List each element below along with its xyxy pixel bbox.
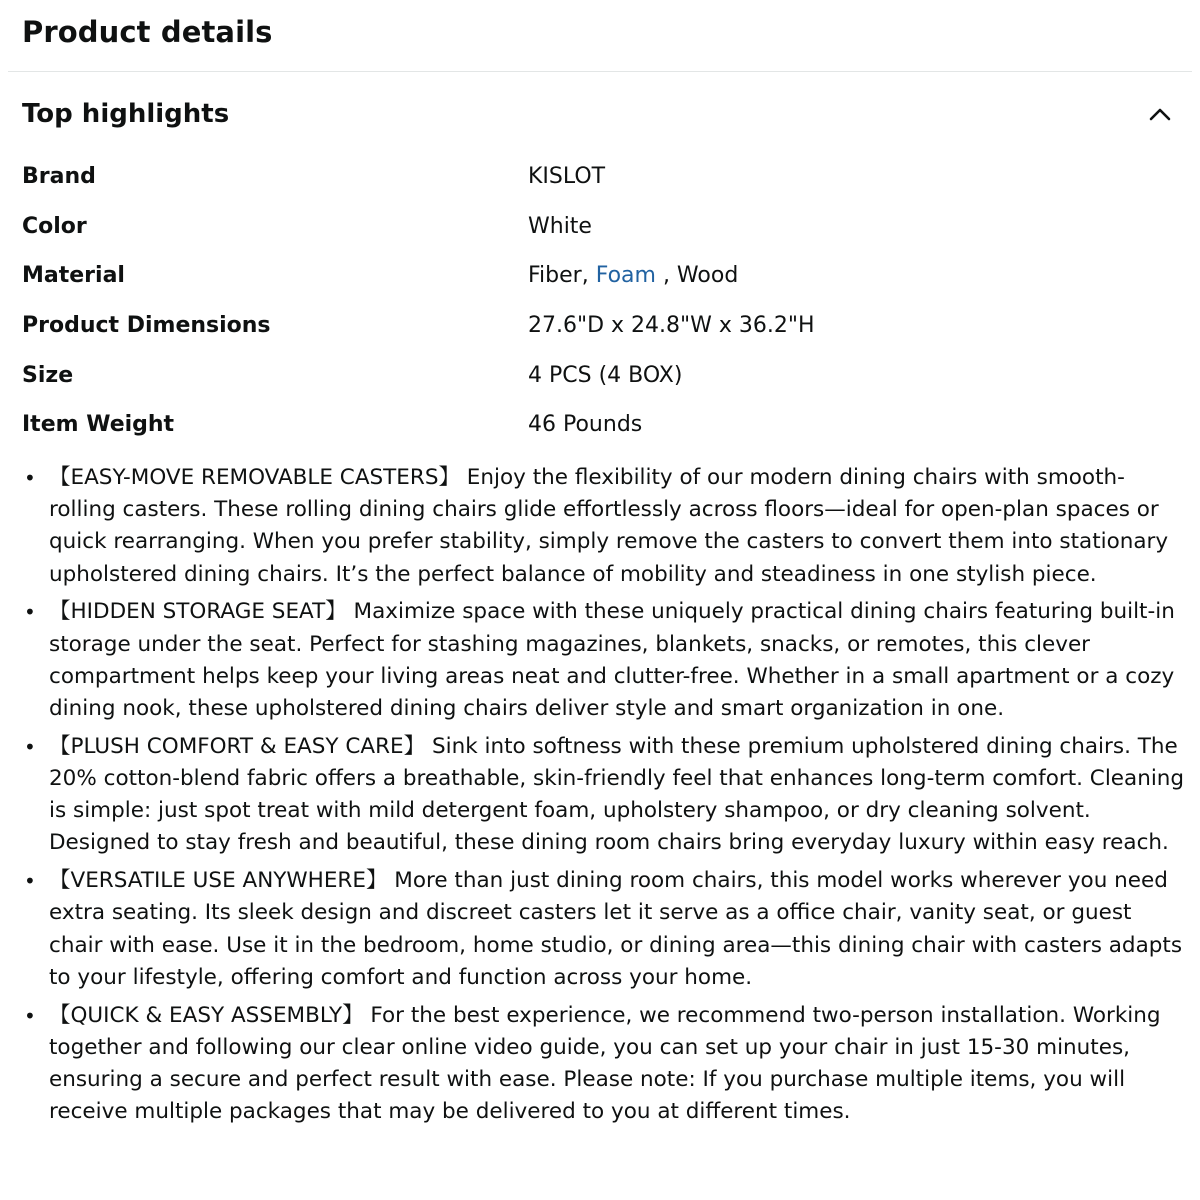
material-text: Fiber, bbox=[528, 263, 596, 289]
list-item bbox=[0, 462, 1190, 591]
spec-row-material bbox=[22, 251, 1172, 301]
spec-row-item-weight bbox=[22, 400, 1172, 450]
spec-label: Color bbox=[22, 213, 87, 239]
spec-value: White bbox=[528, 213, 592, 239]
bullet-dot-icon: • bbox=[24, 734, 36, 759]
list-item bbox=[0, 1000, 1190, 1129]
list-item bbox=[0, 865, 1190, 994]
spec-value bbox=[528, 263, 738, 288]
top-highlights-toggle[interactable] bbox=[22, 92, 1178, 136]
spec-label: Product Dimensions bbox=[22, 313, 271, 339]
material-text: , Wood bbox=[655, 263, 739, 289]
spec-label: Size bbox=[22, 362, 74, 388]
bullet-text: 【VERSATILE USE ANYWHERE】 More than just dining room chairs, this model works wherever you need extra seating. Its sleek design and discreet casters let it serve as a office chair, vanity seat, or guest chair with ease. Use it in the bedroom, home studio, or dining area—this dining chair with casters adapts to your lifestyle, offering comfort and function across your home. bbox=[49, 868, 1183, 990]
bullet-text: 【HIDDEN STORAGE SEAT】 Maximize space with these uniquely practical dining chairs featuring built-in storage under the seat. Perfect for stashing magazines, blankets, snacks, or remotes, this clever compartment helps keep your living areas neat and clutter-free. Whether in a small apartment or a cozy dining nook, these upholstered dining chairs deliver style and smart organization in one. bbox=[49, 599, 1175, 722]
bullet-text: 【EASY-MOVE REMOVABLE CASTERS】 Enjoy the flexibility of our modern dining chairs with smooth-rolling casters. These rolling dining chairs glide effortlessly across floors—ideal for open-plan spaces or quick rearranging. When you prefer stability, simply remove the casters to convert them into stationary upholstered dining chairs. It’s the perfect balance of mobility and steadiness in one stylish piece. bbox=[49, 465, 1169, 587]
bullet-dot-icon: • bbox=[24, 466, 36, 490]
spec-label: Material bbox=[22, 263, 125, 289]
spec-row-brand bbox=[22, 152, 1172, 202]
specs-table bbox=[22, 152, 1172, 450]
bullet-dot-icon: • bbox=[24, 869, 36, 894]
bullet-dot-icon: • bbox=[24, 1003, 36, 1028]
spec-row-color bbox=[22, 202, 1172, 252]
list-item bbox=[0, 596, 1190, 725]
material-foam-link[interactable]: Foam bbox=[595, 263, 656, 289]
spec-row-size bbox=[22, 350, 1172, 400]
feature-bullet-list bbox=[0, 462, 1190, 1134]
page-title: Product details bbox=[22, 15, 273, 49]
bullet-dot-icon: • bbox=[24, 600, 36, 625]
spec-label: Brand bbox=[22, 164, 96, 190]
bullet-text: 【QUICK & EASY ASSEMBLY】 For the best experience, we recommend two-person installation. Working together and following our clear online video guide, you can set up your chair in just 15-30 minutes, ensuring a secure and perfect result with ease. Please note: If you purchase multiple items, you will receive multiple packages that may be delivered to you at different times. bbox=[49, 1002, 1161, 1125]
spec-row-dimensions bbox=[22, 301, 1172, 351]
chevron-up-icon[interactable] bbox=[1146, 100, 1174, 128]
header-divider bbox=[8, 71, 1192, 72]
section-title: Top highlights bbox=[22, 99, 230, 129]
bullet-text: 【PLUSH COMFORT & EASY CARE】 Sink into softness with these premium upholstered dining chairs. The 20% cotton-blend fabric offers a breathable, skin-friendly feel that enhances long-term comfort. Cleaning is simple: just spot treat with mild detergent foam, upholstery shampoo, or dry cleaning solvent. Designed to stay fresh and beautiful, these dining room chairs bring everyday luxury within easy reach. bbox=[49, 733, 1185, 856]
list-item bbox=[0, 731, 1190, 860]
spec-value: 27.6"D x 24.8"W x 36.2"H bbox=[528, 313, 815, 339]
spec-value: 4 PCS (4 BOX) bbox=[528, 362, 683, 388]
spec-value: 46 Pounds bbox=[528, 412, 643, 438]
spec-value: KISLOT bbox=[528, 164, 606, 190]
spec-label: Item Weight bbox=[22, 412, 175, 438]
